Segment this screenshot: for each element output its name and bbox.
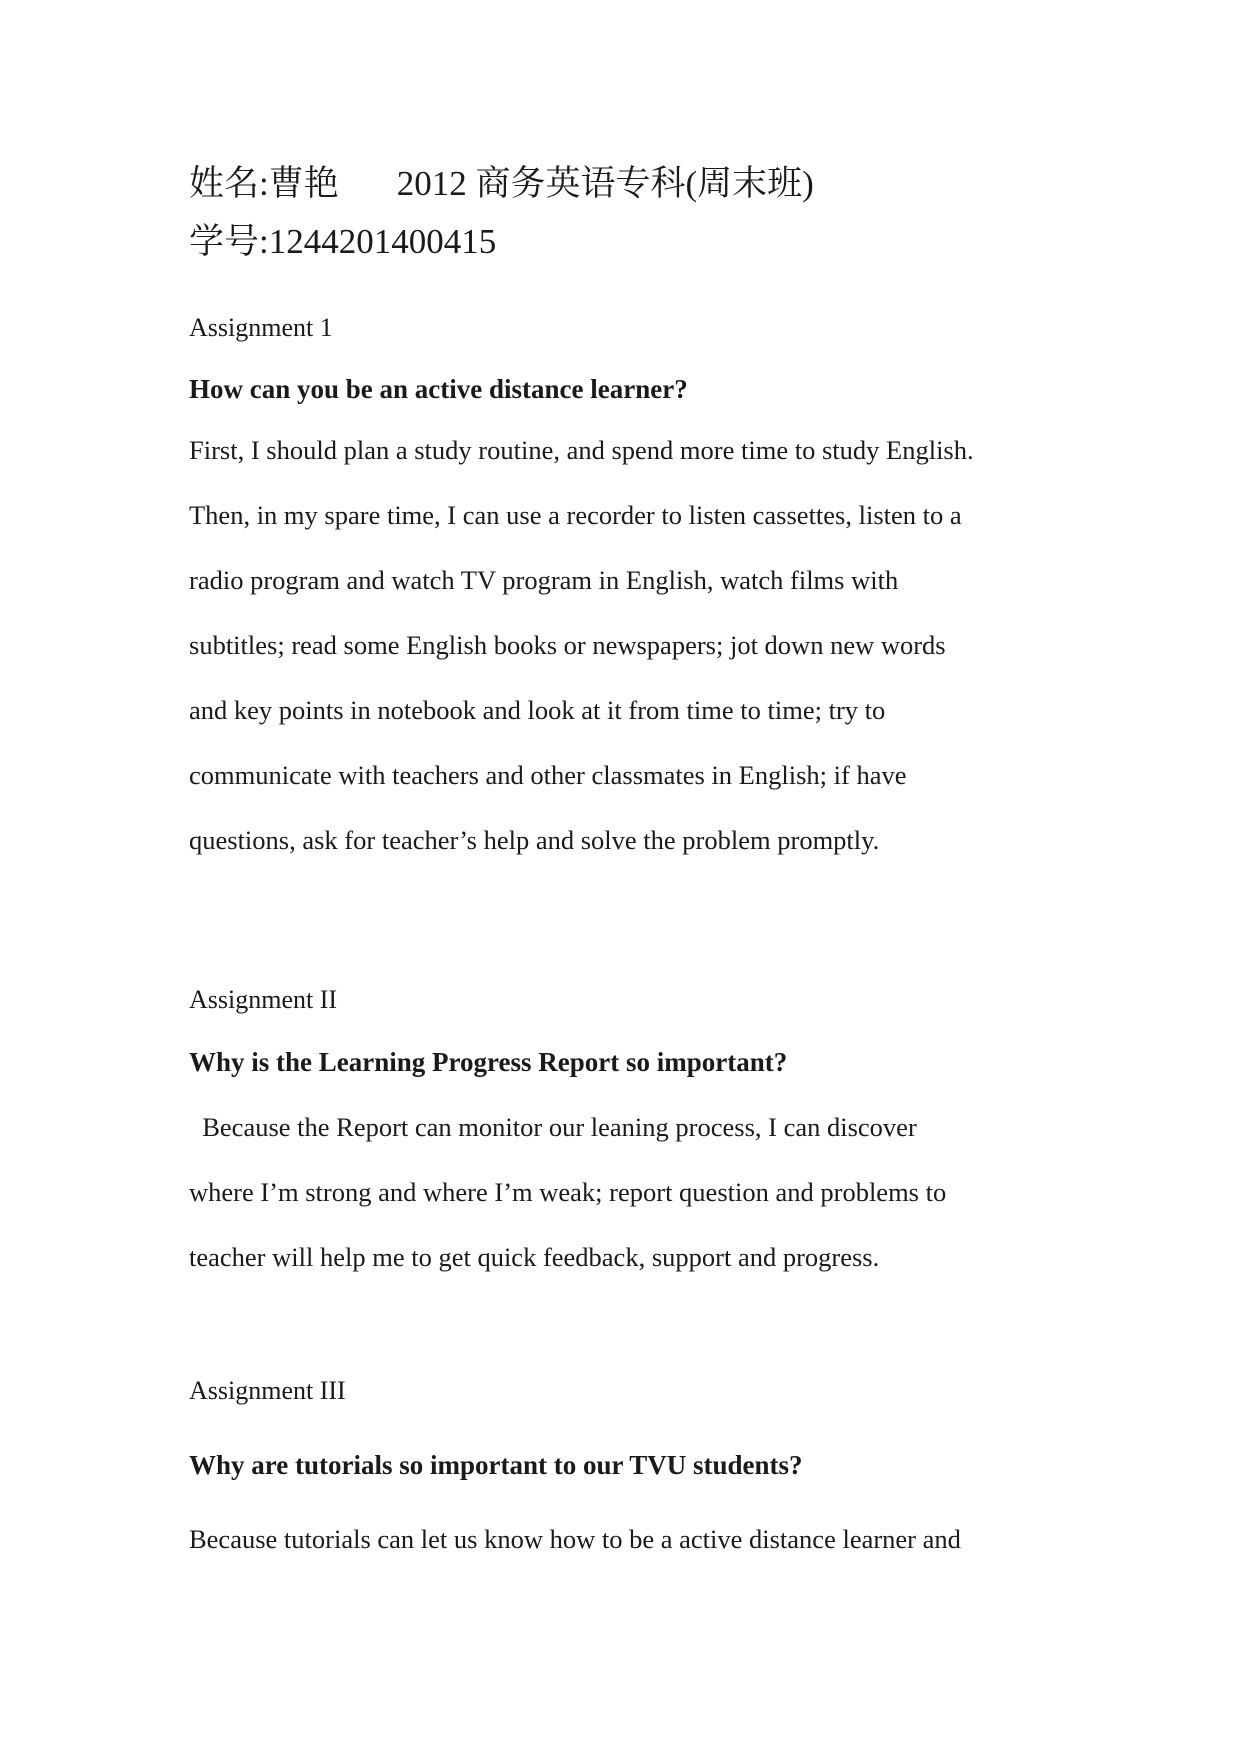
assignment-2-label: Assignment II [189, 985, 338, 1014]
assignment-2-question: Why is the Learning Progress Report so important? [189, 1047, 788, 1077]
assignment-2-answer-line: Because the Report can monitor our leaning process, I can discover [189, 1112, 917, 1142]
assignment-1-answer-line: Then, in my spare time, I can use a recorder to listen cassettes, listen to a [189, 500, 962, 530]
assignment-1-answer-line: communicate with teachers and other classmates in English; if have [189, 760, 907, 790]
student-name: 姓名:曹艳 [189, 164, 339, 203]
assignment-1-answer-line: radio program and watch TV program in English, watch films with [189, 565, 899, 595]
assignment-1-answer-line: First, I should plan a study routine, and spend more time to study English. [189, 435, 974, 465]
class-info: 2012 商务英语专科(周末班) [396, 164, 814, 203]
assignment-3-answer-line: Because tutorials can let us know how to be a active distance learner and [189, 1524, 961, 1554]
assignment-3-label: Assignment III [189, 1376, 346, 1405]
assignment-2-answer-line: where I’m strong and where I’m weak; report question and problems to [189, 1177, 947, 1207]
assignment-1-label: Assignment 1 [189, 313, 333, 342]
student-id: 学号:1244201400415 [189, 222, 497, 261]
student-name-line [189, 162, 814, 206]
assignment-1-answer-line: subtitles; read some English books or newspapers; jot down new words [189, 630, 946, 660]
assignment-1-question: How can you be an active distance learner? [189, 374, 688, 404]
assignment-2-answer-line: teacher will help me to get quick feedback, support and progress. [189, 1242, 880, 1272]
assignment-1-answer-line: and key points in notebook and look at it from time to time; try to [189, 695, 886, 725]
assignment-1-answer-line: questions, ask for teacher’s help and solve the problem promptly. [189, 825, 880, 855]
assignment-3-question: Why are tutorials so important to our TVU students? [189, 1450, 803, 1480]
